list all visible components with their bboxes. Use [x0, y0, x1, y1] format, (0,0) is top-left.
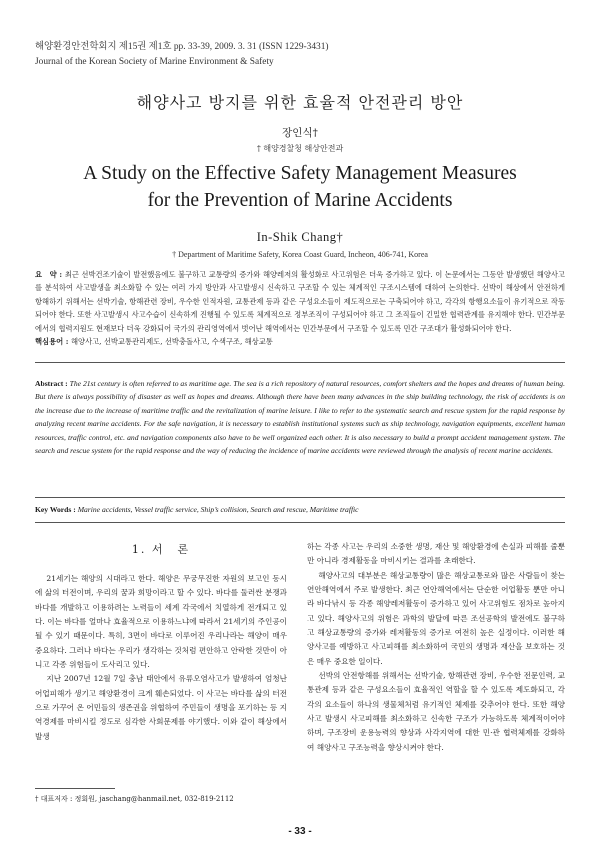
english-keywords-text: Marine accidents, Vessel traffic service, Ship’s collision, Search and rescue, Maritime traffic [77, 505, 359, 514]
divider-bottom [35, 522, 565, 523]
english-abstract-label: Abstract : [35, 379, 70, 388]
journal-header [35, 40, 329, 70]
left-column-paragraph: 21세기는 해양의 시대라고 한다. 해양은 무궁무진한 자원의 보고인 동시에 삶의 터전이며, 우리의 꿈과 희망이라고 할 수 있다. 바다를 둘러싼 분쟁과 바다를 개발하고 이용하려는 노력들이 세계 각국에서 치열하게 전개되고 있다. 이는 바다를 얼마나 효율적으로 이용하느냐에 따라서 21세기의 주인공이 될 수 있기 때문이다. 특히, 3면이 바다로 이루어진 우리나라는 해양이 매우 중요하다. 그러나 바다는 우리가 생각하는 것처럼 편안하고 안락한 것만이 아니고 각종 위험들이 도사리고 있다. [35, 574, 287, 670]
korean-keywords-label: 핵심용어 : [35, 337, 71, 346]
korean-affiliation: † 해양경찰청 해상안전과 [256, 144, 344, 153]
page-number: - 33 - [288, 826, 312, 837]
right-column-paragraph: 하는 각종 사고는 우리의 소중한 생명, 재산 및 해양환경에 손실과 피해를 줄뿐만 아니라 경제활동을 마비시키는 결과를 초래한다. [307, 542, 565, 566]
english-title [0, 160, 600, 214]
journal-header-line1: 해양환경안전학회지 제15권 제1호 pp. 33-39, 2009. 3. 31 (ISSN 1229-3431) [35, 42, 329, 52]
left-column-paragraph: 지난 2007년 12월 7일 충남 태안에서 유류오염사고가 발생하여 엄청난 어업피해가 생기고 해양환경이 크게 훼손되었다. 이 사고는 바다를 삶의 터전으로 가꾸어 온 어민들의 생존권을 위협하여 주민들이 생명을 포기하는 등 지역경제를 마비시킬 정도로 심각한 사회문제를 야기했다. 이와 같이 해상에서 발생 [35, 674, 287, 741]
korean-keywords-text: 해양사고, 선박교통관리제도, 선박충돌사고, 수색구조, 해상교통 [70, 337, 273, 346]
right-column-paragraph: 해양사고의 대부분은 해상교통량이 많은 해상교통로와 많은 사람들이 찾는 연안해역에서 주로 발생한다. 최근 연안해역에서는 단순한 어업활동 뿐만 아니라 바다낚시 등 각종 해양레저활동이 증가하고 있어 사고위험도 점차로 높아지고 있다. 해양사고의 위험은 과학의 발달에 따른 조선공학의 발전에도 불구하고 해상교통량의 증가와 레저활동의 증가로 여전히 높은 실정이다. 이러한 해양사고를 예방하고 사고피해를 최소화하여 국민의 생명과 재산을 보호하는 것은 매우 중요한 일이다. [307, 570, 565, 666]
korean-abstract-text: 최근 선박건조기술이 발전했음에도 불구하고 교통량의 증가와 해양레저의 활성화로 사고위험은 더욱 증가하고 있다. 이 논문에서는 그동안 발생했던 해양사고를 분석하여 사고발생을 최소화할 수 있는 여러 가지 방안과 사고발생시 신속하고 구조할 수 있는 체계적인 구조시스템에 대하여 논의한다. 선박이 해상에서 안전하게 항해하기 위해서는 선박기술, 항해관련 장비, 우수한 인적자원, 교통관제 등과 같은 구성요소들이 제도적으로는 구축되어야 하고, 각각의 항행요소들이 유기적으로 작동되어야 한다. 또한 사고발생시 사고수습이 신속하게 진행될 수 있도록 체계적으로 정부조직이 구성되어야 하고 그 조직들이 긴밀한 협력관계를 유지해야 한다. 민간부문에서의 협력지원도 현재보다 더욱 강화되어 국가의 관리영역에서 벗어난 해역에서는 민간부문에서 구조할 수 있도록 민간 구조대가 활성화되어야 한다. [35, 270, 565, 333]
english-abstract-text: The 21st century is often referred to as maritime age. The sea is a rich repository of natural resources, comfort shelters and the hopes and dreams of human being. But there is always possibility of disaster as well as hopes and dreams. Although there have been many advances in the ship building technology, the risk of accidents is on the increase due to the increase of maritime traffic and the revitalization of marine leisure. I like to refer to the systematic search and rescue system for the rapid response by analyzing recent marine accidents. For the safe navigation, it is necessary to establish institutional systems such as ship technology, navigation equipments, excellent human resources, traffic control, etc. and navigation components also have to be well organized each other. It is also necessary to build a prompt accident management system. The search and rescue system for the rapid response and the way of reducing the incidence of marine accidents were reviewed through the analysis of recent marine accidents. [35, 379, 565, 456]
korean-author: 장인식† [282, 127, 318, 139]
english-keywords [35, 505, 565, 514]
english-title-line2: for the Prevention of Marine Accidents [147, 190, 453, 211]
footnote-rule [35, 788, 115, 789]
journal-header-line2: Journal of the Korean Society of Marine Environment & Safety [35, 57, 274, 67]
english-abstract [35, 377, 565, 457]
english-affiliation: † Department of Maritime Safety, Korea Coast Guard, Incheon, 406-741, Korea [172, 250, 428, 259]
footnote: † 대표저자 : 정회원, jaschang@hanmail.net, 032-819-2112 [35, 795, 234, 803]
divider-middle [35, 497, 565, 498]
english-keywords-label: Key Words : [35, 505, 78, 514]
korean-title: 해양사고 방지를 위한 효율적 안전관리 방안 [136, 93, 464, 112]
right-column [307, 540, 565, 755]
korean-abstract [35, 268, 565, 335]
section-heading-introduction: 1. 서 론 [131, 543, 191, 556]
left-column [35, 572, 287, 744]
korean-abstract-label: 요 약 : [35, 270, 65, 279]
english-author: In-Shik Chang† [256, 230, 344, 244]
divider-top [35, 362, 565, 363]
right-column-paragraph: 선박의 안전항해를 위해서는 선박기술, 항해관련 장비, 우수한 전문인력, 교통관제 등과 같은 구성요소들이 효율적인 역할을 할 수 있도록 제도화되고, 각각의 요소들이 하나의 생물체처럼 유기적인 체제를 갖추어야 한다. 또한 해양사고 발생시 사고피해를 최소화하고 신속한 구조가 가능하도록 체계적이어야 하며, 구조장비 운용능력의 향상과 사각지역에 대한 민·관 협력체제를 강화하여 해양사고 구조능력을 향상시켜야 한다. [307, 671, 566, 752]
korean-keywords [35, 337, 565, 347]
english-title-line1: A Study on the Effective Safety Management Measures [83, 163, 517, 184]
